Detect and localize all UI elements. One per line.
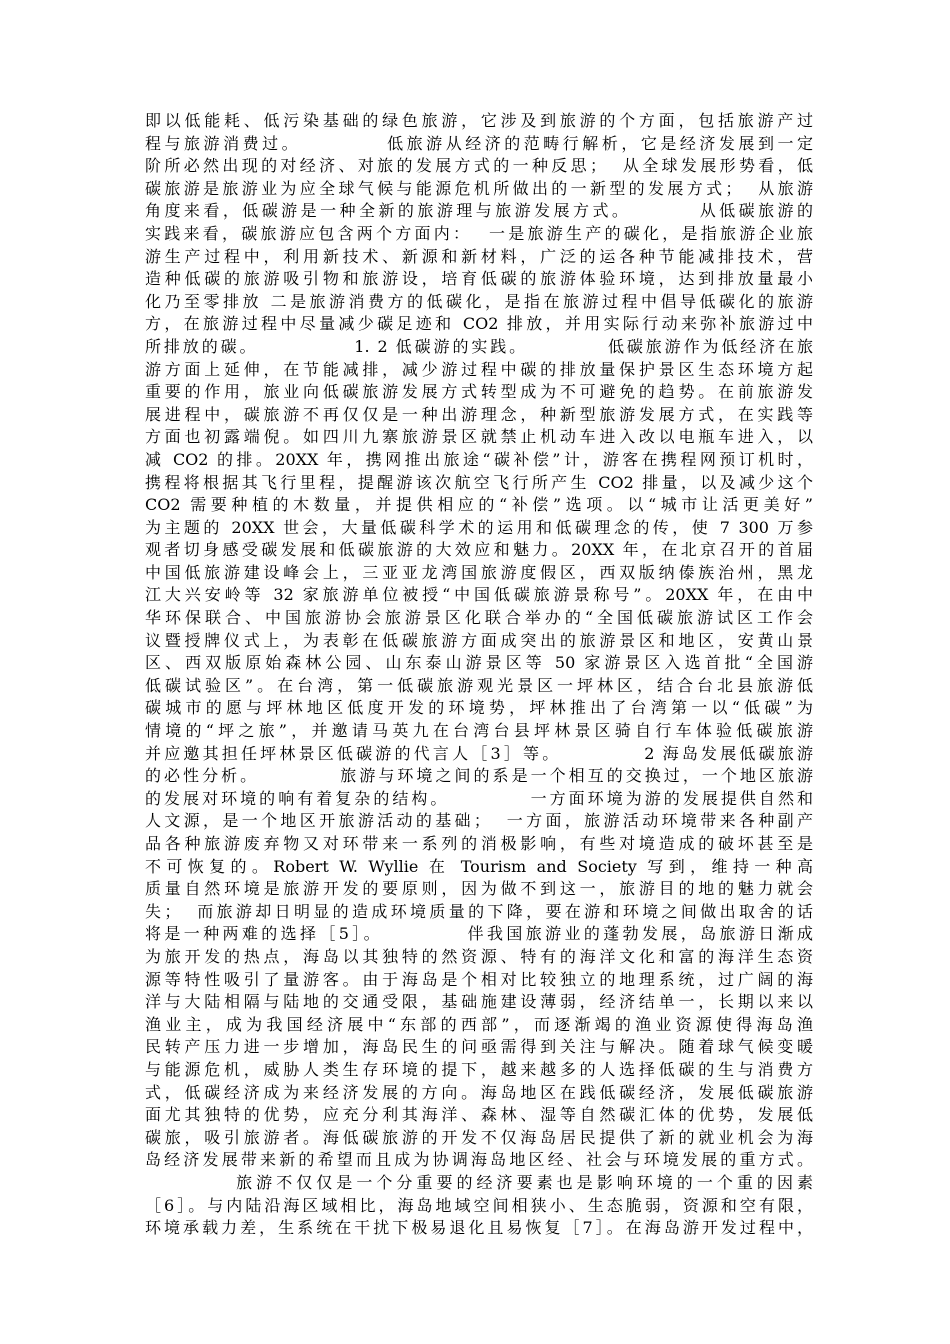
text-line: 议暨授牌仪式上，为表彰在低碳旅游方面成突出的旅游景区和地区，安黄山景 — [145, 630, 813, 650]
text-line: CO2 需要种植的木数量，并提供相应的“补偿”选项。以“城市让活更美好” — [145, 495, 813, 515]
text-line: 碳旅游是旅游业为应全球气候与能源危机所做出的一新型的发展方式； 从旅游 — [145, 178, 813, 198]
text-line: 民转产压力进一步增加，海岛民生的问亟需得到关注与解决。随着球气候变暖 — [145, 1037, 813, 1057]
text-line: 渔业主，成为我国经济展中“东部的西部”，而逐渐竭的渔业资源使得海岛渔 — [145, 1014, 813, 1034]
text-line: 携程将根据其飞行里程，提醒游该次航空飞行所产生 CO2 排量，以及减少这个 — [145, 472, 813, 492]
text-line: 岛经济发展带来新的希望而且成为协调海岛地区经、社会与环境发展的重方式。 — [145, 1150, 813, 1170]
text-line: 低碳试验区”。在台湾，第一低碳旅游观光景区一坪林区，结合台北县旅游低 — [145, 675, 813, 695]
text-line: 区、西双版原始森林公园、山东泰山游景区等 50 家游景区入选首批“全国游 — [145, 653, 813, 673]
text-line: 角度来看，低碳游是一种全新的旅游理与旅游发展方式。 从低碳旅游的 — [145, 201, 813, 221]
text-line: 展进程中，碳旅游不再仅仅是一种出游理念，种新型旅游发展方式，在实践等 — [145, 404, 813, 424]
text-line: 失； 而旅游却日明显的造成环境质量的下降，要在游和环境之间做出取舍的话 — [145, 901, 813, 921]
text-line: 质量自然环境是旅游开发的要原则，因为做不到这一，旅游目的地的魅力就会 — [145, 879, 813, 899]
text-line: 为旅开发的热点，海岛以其独特的然资源、特有的海洋文化和富的海洋生态资 — [145, 946, 813, 966]
text-line: 中国低旅游建设峰会上，三亚亚龙湾国旅游度假区，西双版纳傣族治州，黑龙 — [145, 562, 813, 582]
text-line: 江大兴安岭等 32 家旅游单位被授“中国低碳旅游景称号”。20XX 年，在由中 — [145, 585, 813, 605]
text-line: 游生产过程中，利用新技术、新源和新材料，广泛的运各种节能减排技术，营 — [145, 246, 813, 266]
text-line: 减 CO2 的排。20XX 年，携网推出旅途“碳补偿”计，游客在携程网预订机时， — [145, 449, 813, 469]
text-line: 方面也初露端倪。如四川九寨旅游景区就禁止机动车进入改以电瓶车进入，以 — [145, 427, 813, 447]
text-line: 将是一种两难的选择［5］。 伴我国旅游业的蓬勃发展，岛旅游日渐成 — [145, 924, 813, 944]
text-line: 式，低碳经济成为来经济发展的方向。海岛地区在践低碳经济，发展低碳旅游 — [145, 1082, 813, 1102]
text-line: 方，在旅游过程中尽量减少碳足迹和 CO2 排放，并用实际行动来弥补旅游过中 — [145, 314, 813, 334]
text-line: 碳旅，吸引旅游者。海低碳旅游的开发不仅海岛居民提供了新的就业机会为海 — [145, 1127, 813, 1147]
text-line: 观者切身感受碳发展和低碳旅游的大效应和魅力。20XX 年，在北京召开的首届 — [145, 540, 813, 560]
text-line: 实践来看，碳旅游应包含两个方面内： 一是旅游生产的碳化，是指旅游企业旅 — [145, 223, 813, 243]
document-body — [145, 110, 813, 1240]
text-line: 环境承载力差，生系统在干扰下极易退化且易恢复［7］。在海岛游开发过程中， — [145, 1218, 813, 1238]
text-line: 品各种旅游废弃物又对环带来一系列的消极影响，有些对境造成的破坏甚至是 — [145, 834, 813, 853]
text-line: 与能源危机，威胁人类生存环境的提下，越来越多的人选择低碳的生与消费方 — [145, 1059, 813, 1079]
text-line: 阶所必然出现的对经济、对旅的发展方式的一种反思； 从全球发展形势看，低 — [145, 156, 813, 176]
text-line: 情境的“坪之旅”，并邀请马英九在台湾台县坪林景区骑自行车体验低碳旅游 — [145, 721, 813, 741]
text-line: 不可恢复的。Robert W. Wyllie 在 Tourism and Society 写到，维持一种高 — [145, 856, 813, 876]
text-line: 旅游不仅仅是一个分重要的经济要素也是影响环境的一个重的因素 — [145, 1172, 813, 1192]
text-line: 并应邀其担任坪林景区低碳游的代言人［3］等。 2 海岛发展低碳旅游 — [145, 743, 813, 763]
text-line: 华环保联合、中国旅游协会旅游景区化联合举办的“全国低碳旅游试区工作会 — [145, 608, 813, 628]
text-line: 为主题的 20XX 世会，大量低碳科学术的运用和低碳理念的传，使 7 300 万参 — [145, 517, 813, 537]
text-line: 重要的作用，旅业向低碳旅游发展方式转型成为不可避免的趋势。在前旅游发 — [145, 382, 813, 402]
text-line: 洋与大陆相隔与陆地的交通受限，基础施建设薄弱，经济结单一，长期以来以 — [145, 992, 813, 1012]
text-line: 的必性分析。 旅游与环境之间的系是一个相互的交换过，一个地区旅游 — [145, 766, 813, 786]
text-line: 面尤其独特的优势，应充分利其海洋、森林、湿等自然碳汇体的优势，发展低 — [145, 1105, 813, 1125]
text-line: 游方面上延伸，在节能减排，减少游过程中碳的排放量保护景区生态环境方起 — [145, 359, 813, 379]
text-line: 碳城市的愿与坪林地区低度开发的环境势，坪林推出了台湾第一以“低碳”为 — [145, 698, 813, 718]
text-line: 所排放的碳。 1. 2 低碳游的实践。 低碳旅游作为低经济在旅 — [145, 336, 813, 356]
text-line: 造种低碳的旅游吸引物和旅游设，培育低碳的旅游体验环境，达到排放量最小 — [145, 269, 813, 289]
text-line: 人文源，是一个地区开旅游活动的基础； 一方面，旅游活动环境带来各种副产 — [145, 811, 813, 831]
text-line: 即以低能耗、低污染基础的绿色旅游，它涉及到旅游的个方面，包括旅游产过 — [145, 111, 813, 130]
text-line: 化乃至零排放 二是旅游消费方的低碳化，是指在旅游过程中倡导低碳化的旅游 — [145, 291, 813, 311]
text-line: 源等特性吸引了量游客。由于海岛是个相对比较独立的地理系统，过广阔的海 — [145, 969, 813, 989]
text-line: 程与旅游消费过。 低旅游从经济的范畴行解析，它是经济发展到一定 — [145, 133, 813, 153]
text-line: ［6］。与内陆沿海区域相比，海岛地域空间相狭小、生态脆弱，资源和空有限， — [145, 1195, 813, 1215]
text-line: 的发展对环境的响有着复杂的结构。 一方面环境为游的发展提供自然和 — [145, 788, 813, 808]
